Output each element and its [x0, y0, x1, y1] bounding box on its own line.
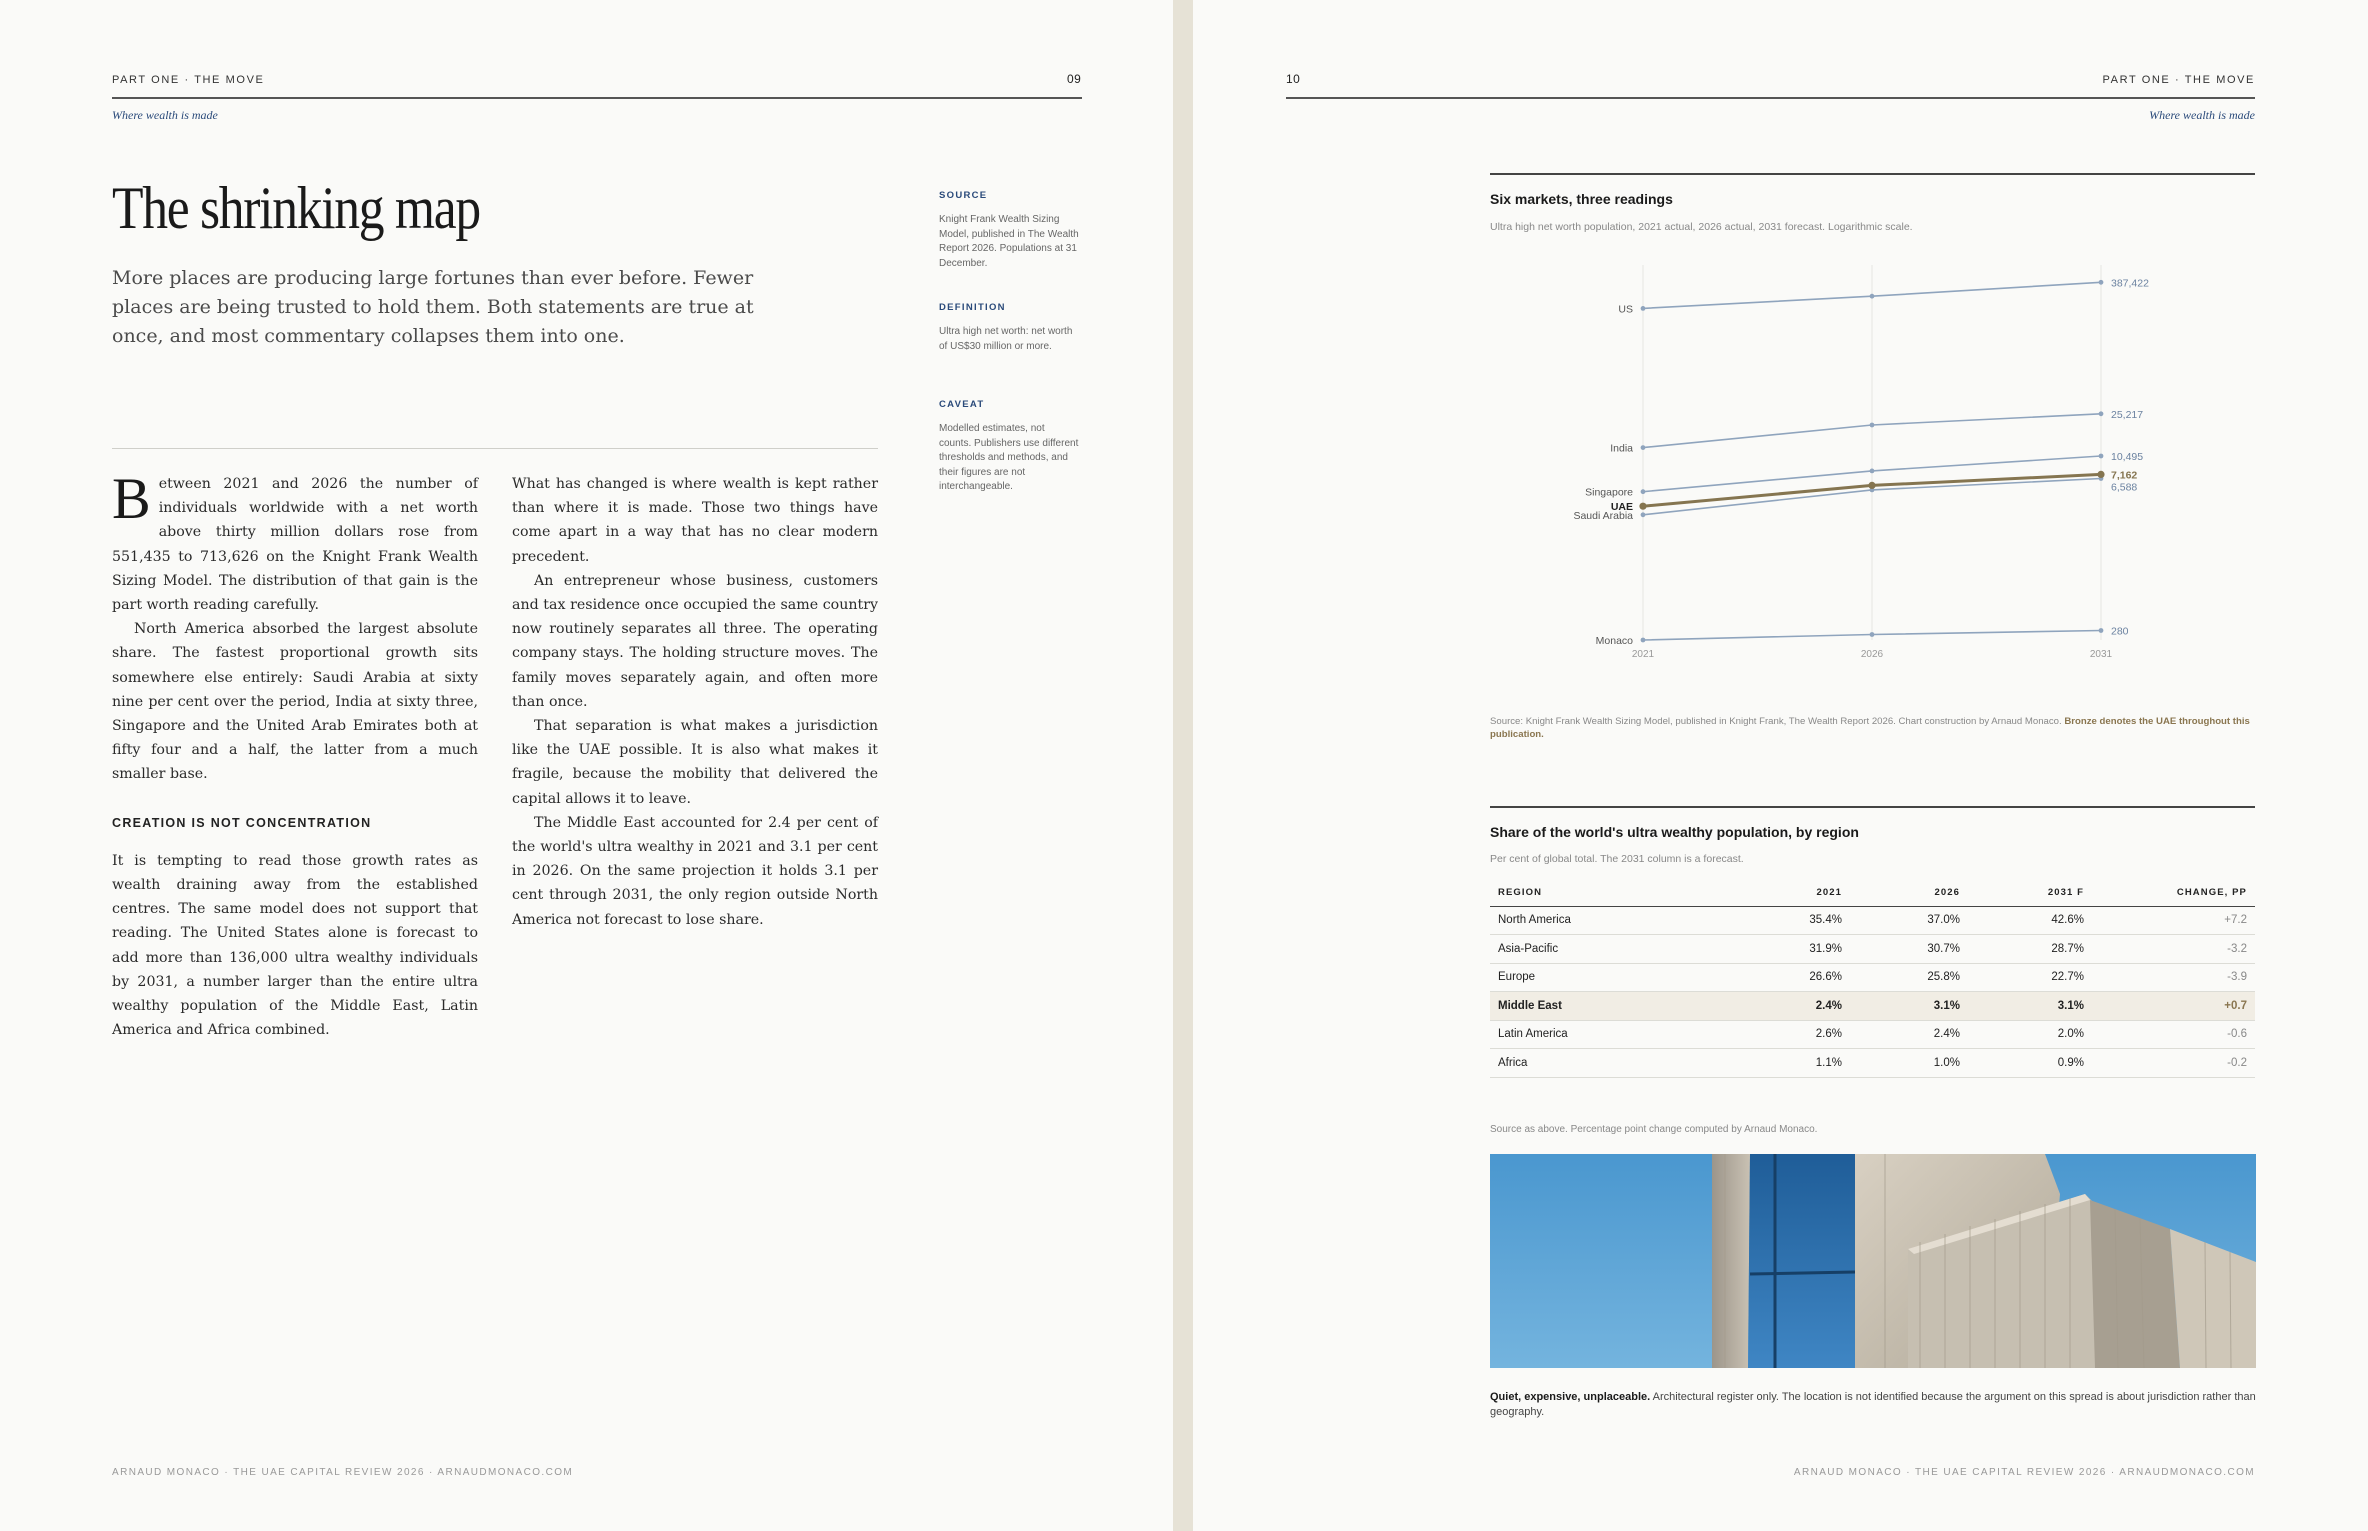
column-header: CHANGE, PP	[2092, 880, 2255, 906]
table-row	[1490, 906, 2255, 935]
data-point-india	[1641, 445, 1646, 450]
page-title: The shrinking map	[112, 175, 480, 241]
dek: More places are producing large fortunes than ever before. Fewer places are being trusted to hold them. Both statements are true at once, and most commentary collapses them into one.	[112, 267, 754, 347]
table-subtitle: Per cent of global total. The 2031 column is a forecast.	[1490, 853, 1744, 865]
building-image	[1490, 1154, 2256, 1368]
table-cell: -3.9	[2092, 963, 2255, 992]
data-point-india	[2099, 411, 2104, 416]
header-rule	[112, 97, 1082, 99]
photo-caption	[1490, 1390, 2256, 1420]
paragraph	[112, 466, 478, 617]
data-point-monaco	[1870, 632, 1875, 637]
table-cell: +7.2	[2092, 906, 2255, 935]
table-cell: 3.1%	[1850, 992, 1968, 1021]
table-header-row	[1490, 880, 2255, 906]
architecture-photo	[1490, 1154, 2256, 1368]
table-cell: 28.7%	[1968, 935, 2092, 964]
right-page	[1193, 0, 2368, 1531]
table-cell: 2.4%	[1850, 1020, 1968, 1049]
column-header: REGION	[1490, 880, 1745, 906]
end-value-label-saudi-arabia: 6,588	[2111, 481, 2138, 494]
x-tick-label: 2026	[1860, 649, 1884, 660]
page-footer: ARNAUD MONACO · THE UAE CAPITAL REVIEW 2026 · ARNAUDMONACO.COM	[1793, 1467, 2255, 1478]
sidebar-heading: CAVEAT	[939, 399, 985, 410]
sidebar-text: Modelled estimates, not counts. Publishers use different thresholds and methods, and their figures are not interchangeable.	[939, 423, 1079, 492]
data-point-singapore	[2099, 454, 2104, 459]
column-header: 2021	[1745, 880, 1850, 906]
sidebar-heading: SOURCE	[939, 190, 988, 201]
data-point-us	[2099, 280, 2104, 285]
header-rule	[1286, 97, 2255, 99]
sidebar-text: Ultra high net worth: net worth of US$30 million or more.	[939, 326, 1073, 352]
sidebar-note-source	[939, 190, 1079, 271]
body-subheading: CREATION IS NOT CONCENTRATION	[112, 815, 372, 830]
chart-source-note: Bronze denotes the UAE throughout this publication.	[1490, 716, 2250, 740]
sidebar-text: Knight Frank Wealth Sizing Model, published in The Wealth Report 2026. Populations at 31 December.	[939, 214, 1079, 269]
table-cell: 30.7%	[1850, 935, 1968, 964]
x-tick-label: 2021	[1631, 649, 1655, 660]
data-point-india	[1870, 423, 1875, 428]
column-header: 2031 F	[1968, 880, 2092, 906]
left-page	[0, 0, 1173, 1531]
table-cell: 31.9%	[1745, 935, 1850, 964]
table-top-rule	[1490, 806, 2255, 808]
table-cell: -3.2	[2092, 935, 2255, 964]
column-header: 2026	[1850, 880, 1968, 906]
table-cell: 2.0%	[1968, 1020, 2092, 1049]
running-head: PART ONE · THE MOVE	[112, 74, 265, 86]
paragraph-text: etween 2021 and 2026 the number of individuals worldwide with a net worth above thirty million dollars rose from 551,435 to 713,626 on the Knight Frank Wealth Sizing Model. The distribution of that gain is the part worth reading carefully.	[112, 476, 478, 614]
series-label-uae: UAE	[1610, 501, 1633, 514]
table-row	[1490, 963, 2255, 992]
paragraph: The Middle East accounted for 2.4 per cent of the world's ultra wealthy in 2021 and 3.1 per cent in 2026. On the same projection it holds 3.1 per cent through 2031, the only region outside North America not forecast to lose share.	[512, 814, 878, 928]
paragraph: North America absorbed the largest absolute share. The fastest proportional growth sits somewhere else entirely: Saudi Arabia at sixty nine per cent over the period, India at sixty three, Singapore and the United Arab Emirates both at fifty four and a half, the latter from a much smaller base.	[112, 621, 478, 783]
paragraph: That separation is what makes a jurisdiction like the UAE possible. It is also what makes it fragile, because the mobility that delivered the capital allows it to leave.	[512, 718, 878, 807]
table-row	[1490, 1049, 2255, 1078]
table-cell: 35.4%	[1745, 906, 1850, 935]
running-head: PART ONE · THE MOVE	[2102, 74, 2255, 86]
series-label-singapore: Singapore	[1585, 486, 1633, 499]
data-point-uae	[1868, 482, 1875, 489]
spread-gutter	[1173, 0, 1193, 1531]
table-cell: 37.0%	[1850, 906, 1968, 935]
table-cell: Europe	[1490, 963, 1745, 992]
caption-lead: Quiet, expensive, unplaceable.	[1490, 1391, 1651, 1403]
share-table	[1490, 880, 2255, 1078]
chart-top-rule	[1490, 173, 2255, 175]
table-cell: 26.6%	[1745, 963, 1850, 992]
sidebar-note-caveat	[939, 399, 1079, 495]
section-subhead: Where wealth is made	[112, 108, 218, 122]
table-row-highlighted	[1490, 992, 2255, 1021]
table-cell: North America	[1490, 906, 1745, 935]
body-column-2	[512, 472, 878, 932]
data-point-uae	[2097, 471, 2104, 478]
x-tick-label: 2031	[2089, 649, 2113, 660]
table-cell: Africa	[1490, 1049, 1745, 1078]
sidebar-heading: DEFINITION	[939, 302, 1006, 313]
data-point-us	[1870, 294, 1875, 299]
table-title: Share of the world's ultra wealthy population, by region	[1490, 824, 1859, 840]
table-cell: 2.6%	[1745, 1020, 1850, 1049]
paragraph: An entrepreneur whose business, customers and tax residence once occupied the same country now routinely separates all three. The operating company stays. The holding structure moves. The family moves separately again, and often more than once.	[512, 572, 878, 710]
table-cell: 1.0%	[1850, 1049, 1968, 1078]
paragraph: What has changed is where wealth is kept rather than where it is made. Those two things have come apart in a way that has no clear modern precedent.	[512, 476, 878, 565]
chart-title: Six markets, three readings	[1490, 191, 1673, 207]
table-cell: +0.7	[2092, 992, 2255, 1021]
page-number: 10	[1286, 72, 1301, 86]
data-point-monaco	[2099, 628, 2104, 633]
series-label-monaco: Monaco	[1595, 635, 1633, 647]
end-value-label-us: 387,422	[2111, 277, 2149, 290]
series-label-us: US	[1618, 303, 1633, 316]
data-point-uae	[1639, 503, 1646, 510]
section-subhead: Where wealth is made	[2149, 108, 2255, 122]
chart-source-text: Source: Knight Frank Wealth Sizing Model, published in Knight Frank, The Wealth Report 2026. Chart construction by Arnaud Monaco.	[1490, 716, 2062, 727]
table-cell: 1.1%	[1745, 1049, 1850, 1078]
table-row	[1490, 1020, 2255, 1049]
end-value-label-uae: 7,162	[2111, 469, 2138, 482]
end-value-label-india: 25,217	[2111, 408, 2144, 421]
line-chart	[1193, 245, 2149, 675]
table-source: Source as above. Percentage point change computed by Arnaud Monaco.	[1490, 1124, 1818, 1135]
body-rule	[112, 448, 878, 449]
caption-text: Architectural register only. The location is not identified because the argument on this spread is about jurisdiction rather than geography.	[1490, 1391, 2256, 1418]
table-cell: 3.1%	[1968, 992, 2092, 1021]
table-cell: Middle East	[1490, 992, 1745, 1021]
series-label-india: India	[1610, 442, 1633, 455]
series-label-saudi-arabia: Saudi Arabia	[1573, 509, 1633, 522]
chart-source	[1490, 715, 2255, 741]
page-footer: ARNAUD MONACO · THE UAE CAPITAL REVIEW 2026 · ARNAUDMONACO.COM	[112, 1467, 574, 1478]
table-cell: Latin America	[1490, 1020, 1745, 1049]
page-number: 09	[1067, 72, 1082, 86]
paragraph: It is tempting to read those growth rates as wealth draining away from the established centres. The same model does not support that reading. The United States alone is forecast to add more than 136,000 ultra wealthy individuals by 2031, a number larger than the entire ultra wealthy population of the Middle East, Latin America and Africa combined.	[112, 852, 478, 1039]
data-point-us	[1641, 306, 1646, 311]
chart-subtitle: Ultra high net worth population, 2021 actual, 2026 actual, 2031 forecast. Logarithmic scale.	[1490, 221, 1913, 233]
table-cell: 2.4%	[1745, 992, 1850, 1021]
drop-cap: B	[112, 466, 151, 531]
body-column-1	[112, 466, 478, 1042]
data-point-monaco	[1641, 638, 1646, 643]
data-point-singapore	[1641, 489, 1646, 494]
sidebar-note-definition	[939, 302, 1079, 354]
data-point-saudi-arabia	[1641, 512, 1646, 517]
end-value-label-monaco: 280	[2111, 625, 2129, 638]
table-cell: -0.2	[2092, 1049, 2255, 1078]
end-value-label-singapore: 10,495	[2111, 451, 2144, 463]
table-cell: 22.7%	[1968, 963, 2092, 992]
table-row	[1490, 935, 2255, 964]
table-cell: 42.6%	[1968, 906, 2092, 935]
table-cell: 0.9%	[1968, 1049, 2092, 1078]
data-point-singapore	[1870, 469, 1875, 474]
table-cell: 25.8%	[1850, 963, 1968, 992]
table-cell: -0.6	[2092, 1020, 2255, 1049]
table-cell: Asia-Pacific	[1490, 935, 1745, 964]
